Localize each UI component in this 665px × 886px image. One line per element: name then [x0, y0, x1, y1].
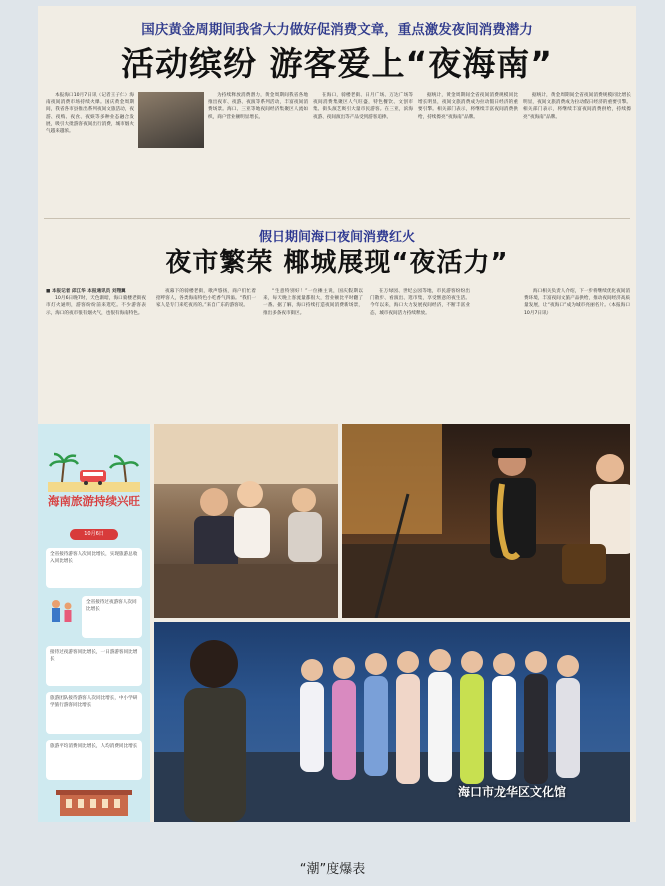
- article1-column-2: 为持续释放消费潜力，黄金周期间我省各地推出夜市、夜游、夜演等系列活动，丰富夜间消费场景。海口、三亚等地夜间经济集聚区人流如织，商户营业额明显增长。: [208, 93, 308, 120]
- watermark: 海口市龙华区文化馆: [458, 785, 567, 799]
- article1-column-4: 据统计，黄金周期间全省夜间消费规模同比增长明显，夜间文旅消费成为拉动假日经济的重要引擎。相关部门表示，将继续丰富夜间消费供给，持续擦亮“夜海南”品牌。: [418, 93, 518, 120]
- family-icon: [46, 596, 80, 630]
- article2-headline: 夜市繁荣 椰城展现“夜活力”: [165, 248, 509, 278]
- tourism-infographic: [38, 424, 150, 822]
- article1-column-3: 在海口，骑楼老街、日月广场、万达广场等夜间消费集聚区人气旺盛，特色餐饮、文创市集、街头演艺吸引大量市民游客。在三亚，滨海夜游、夜间演出等产品受到游客追捧。: [313, 93, 413, 120]
- stat-box-3: 接待过夜游客同比增长，一日游游客同比增长: [46, 646, 142, 686]
- infographic-title: 海南旅游持续兴旺: [48, 494, 140, 508]
- divider: [44, 218, 630, 219]
- photo-diners: [154, 424, 338, 618]
- photo-saxophone-performer: [342, 424, 630, 618]
- article2-kicker: 假日期间海口夜间消费红火: [258, 230, 415, 245]
- article1-headline: 活动缤纷 游客爱上“夜海南”: [121, 44, 553, 83]
- newspaper-page: [38, 6, 636, 822]
- stat-box-4: 旅游团队接待游客人次同比增长，中小学研学旅行游客同比增长: [46, 692, 142, 734]
- article2-column-2: 夜幕下的骑楼老街，歌声悠扬，商户们忙着招呼客人，各类海南特色小吃香气四溢。“我们一家人是专门来吃夜宵的。”来自广东的游客说。: [156, 289, 256, 309]
- stat-box-2: 全省接待过夜游客人次同比增长: [82, 596, 142, 638]
- article1-column-1: 本报海口10月7日讯（记者王子仁）海南夜间消费市场持续火爆。国庆黄金周期间，我省各市县推出系列夜间文旅活动，夜游、夜购、夜食、夜娱等多种业态融合发展，吸引大批游客夜间出行消费，城市烟火气越来越浓。: [46, 93, 134, 135]
- article1-column-5: 据统计，黄金周期间全省夜间消费规模同比增长明显，夜间文旅消费成为拉动假日经济的重要引擎。相关部门表示，将继续丰富夜间消费供给，持续擦亮“夜海南”品牌。: [523, 93, 631, 120]
- article1-kicker: 国庆黄金周期间我省大力做好促消费文章，重点激发夜间消费潜力: [141, 22, 533, 38]
- infographic-date: 10月6日: [70, 529, 118, 540]
- article2-column-1: ■ 本报记者 邱江华 本报通讯员 刘翔翼 10月6日晚7时，天色渐暗，海口骑楼老街夜市灯火通明，游客纷纷前来逛吃。不少游客表示，海口的夜市很有烟火气，也很有海南特色。: [46, 289, 146, 316]
- stat-box-1: 全省接待游客人次同比增长，实现旅游总收入同比增长: [46, 548, 142, 588]
- article1-photo: [138, 92, 204, 148]
- article2-column-3: “生意特别好！”一位摊主说，国庆假期以来，每天晚上客流量都很大，营业额比平时翻了一番。据了解，海口持续打造夜间消费新场景，推出多条夜市街区。: [263, 289, 363, 316]
- building-icon: [56, 786, 132, 816]
- article2-column-4: 在万绿园、世纪公园等地，市民游客纷纷出门散步、看演出、逛市集，享受惬意的夜生活。今年以来，海口大力发展夜间经济，不断丰富业态，城市夜间活力持续释放。: [370, 289, 470, 316]
- article2-column-5: 海口相关负责人介绍，下一步将继续优化夜间消费环境，丰富夜间文旅产品供给，推动夜间经济高质量发展，让“夜海口”成为城市亮丽名片。（本报海口10月7日讯）: [524, 289, 630, 316]
- stat-box-5: 旅游平均消费同比增长，人均消费同比增长: [46, 740, 142, 780]
- palm-bus-icon: [48, 452, 140, 492]
- caption: “潮”度爆表: [299, 862, 366, 877]
